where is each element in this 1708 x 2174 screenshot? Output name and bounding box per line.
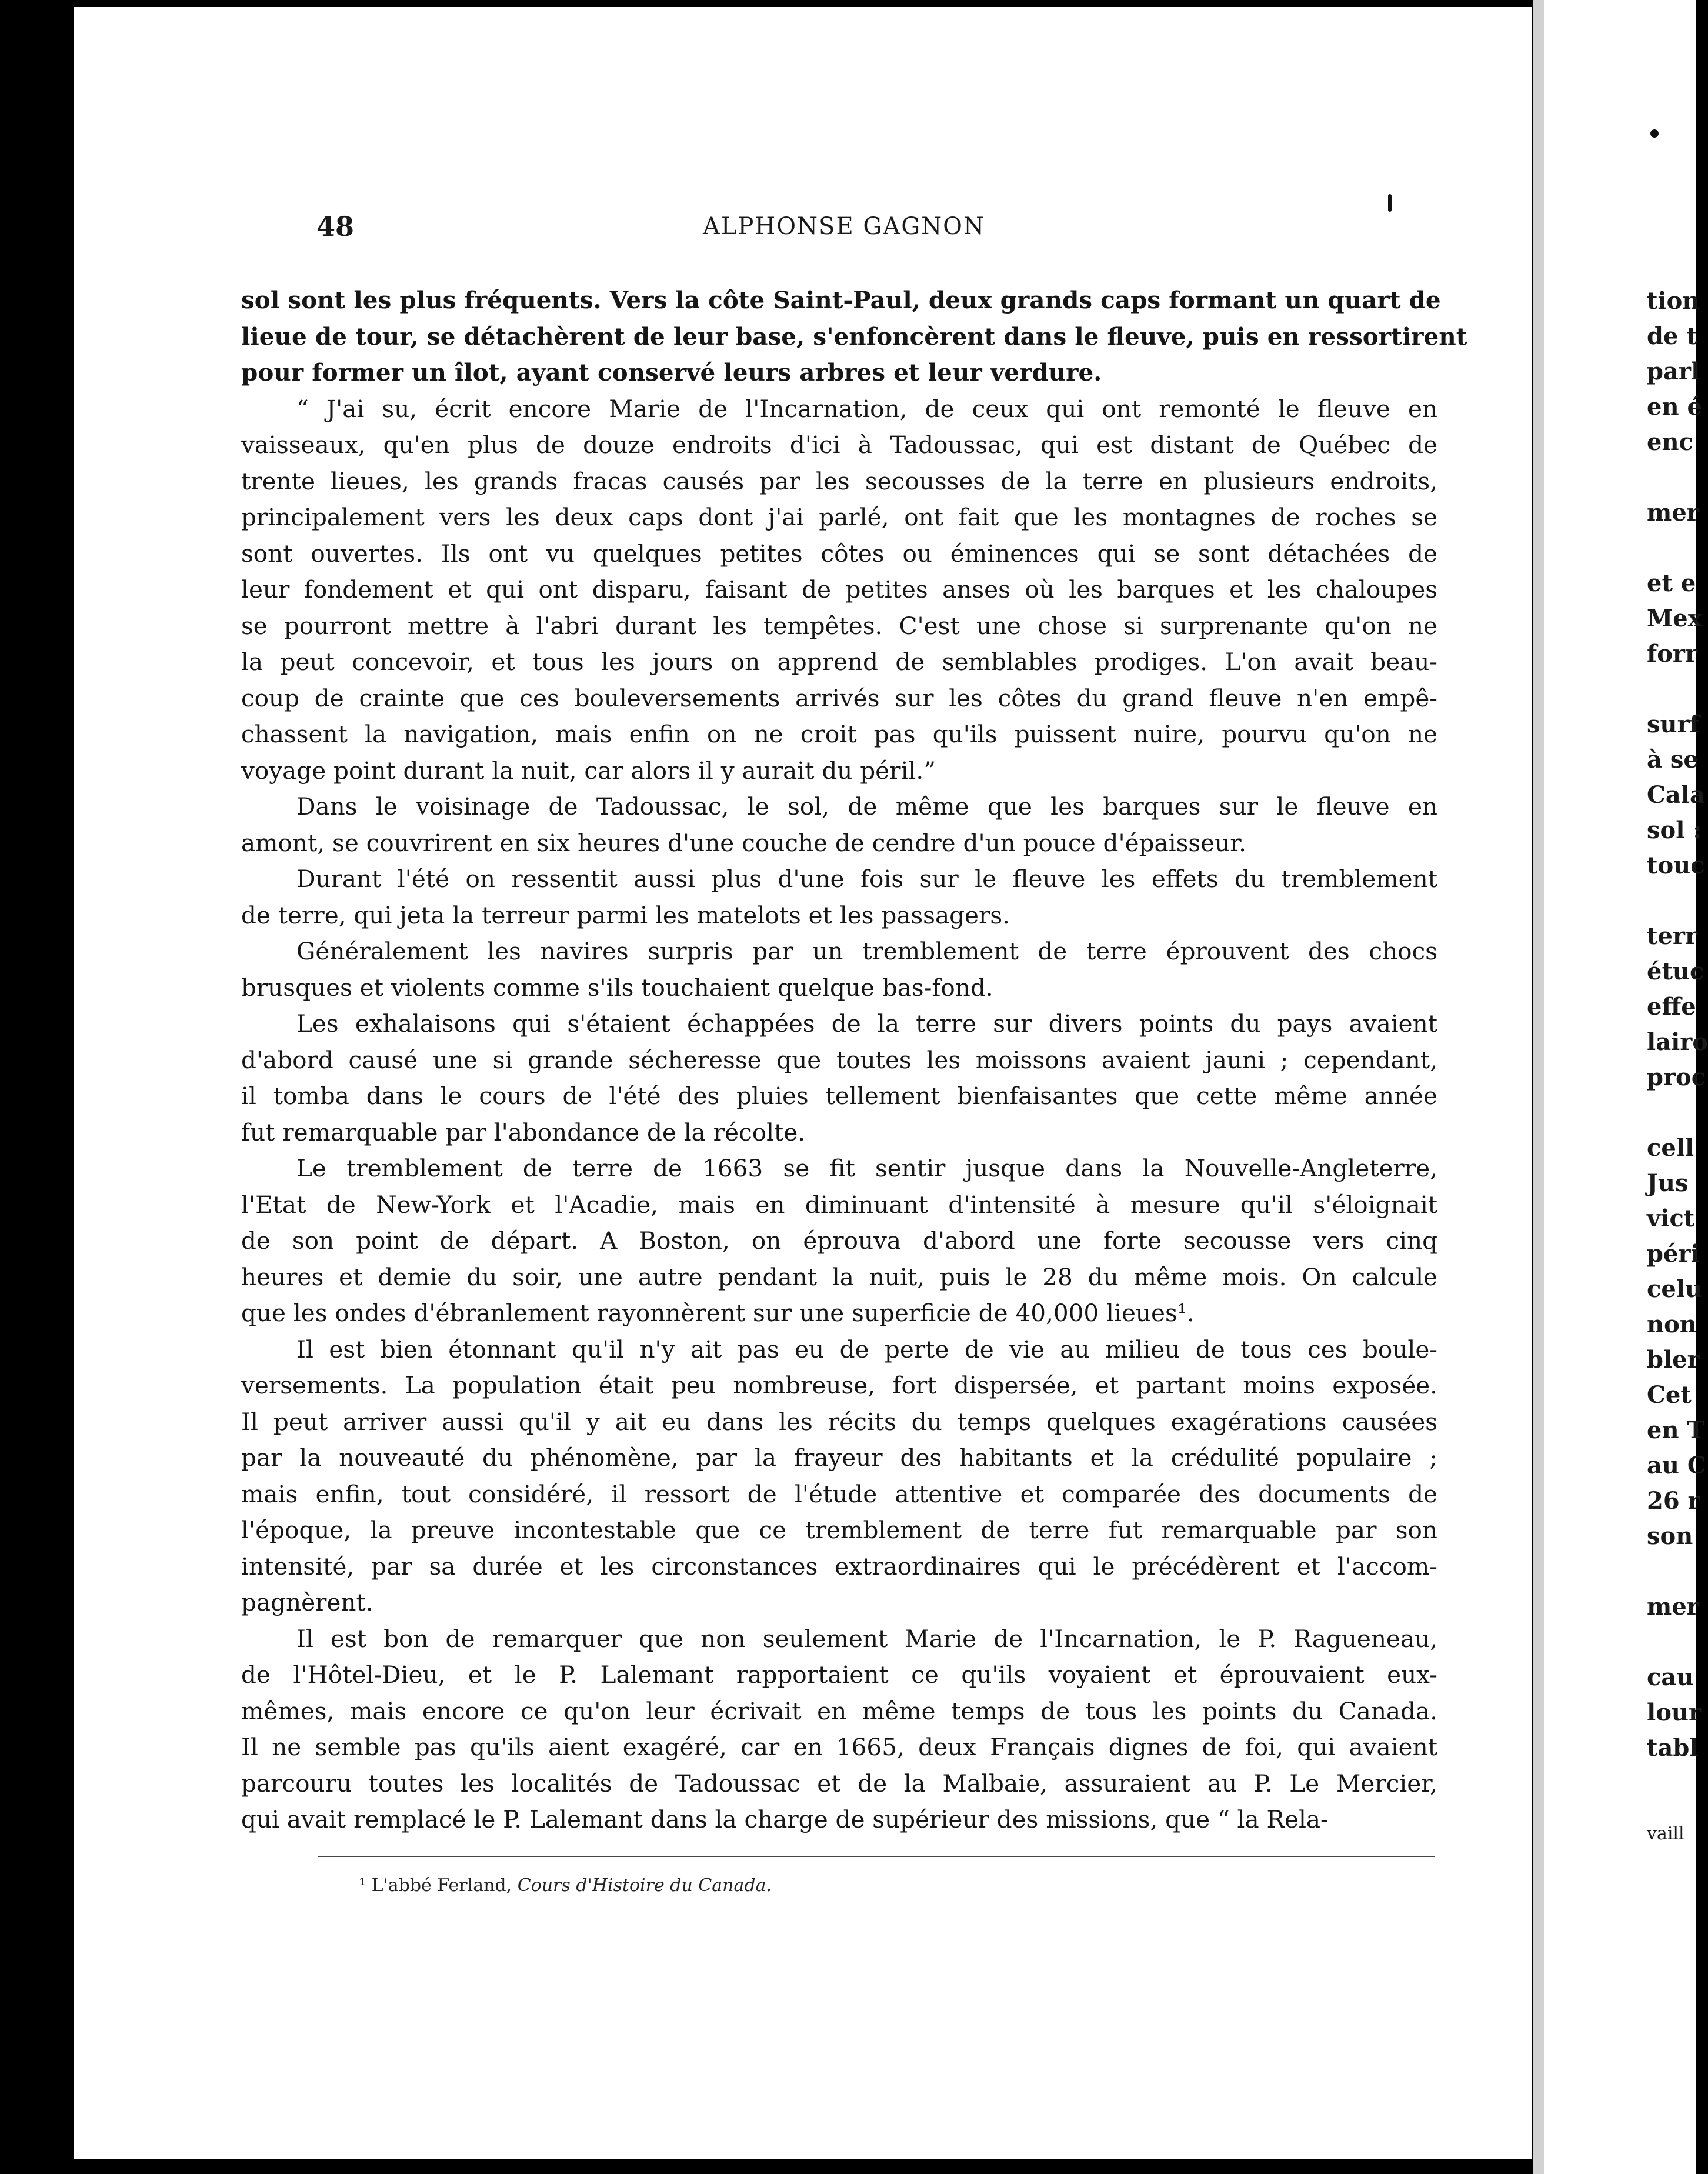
footnote-marker: ¹ xyxy=(359,1875,366,1896)
text-line: sont ouvertes. Ils ont vu quelques petites côtes ou éminences qui se sont détachées de xyxy=(241,539,1437,568)
facing-page-line: bler xyxy=(1647,1346,1700,1373)
facing-page-line: Mex xyxy=(1647,605,1702,632)
facing-page-line: enc xyxy=(1647,428,1693,456)
footnote-rule xyxy=(318,1856,1435,1857)
facing-page-line: de t xyxy=(1647,322,1697,350)
text-line: leur fondement et qui ont disparu, faisant de petites anses où les barques et les chaloupes xyxy=(241,575,1437,603)
text-line: Dans le voisinage de Tadoussac, le sol, de même que les barques sur le fleuve en xyxy=(296,792,1437,821)
text-line: trente lieues, les grands fracas causés par les secousses de la terre en plusieurs endroits, xyxy=(241,466,1437,495)
text-line: de son point de départ. A Boston, on éprouva d'abord une forte secousse vers cinq xyxy=(241,1226,1437,1255)
text-line: de l'Hôtel-Dieu, et le P. Lalemant rapportaient ce qu'ils voyaient et éprouvaient eux- xyxy=(241,1660,1437,1689)
text-line: que les ondes d'ébranlement rayonnèrent sur une superficie de 40,000 lieues¹. xyxy=(241,1299,1195,1327)
facing-page-line: tion xyxy=(1647,287,1700,315)
facing-page-line: à se xyxy=(1647,746,1699,773)
text-line: intensité, par sa durée et les circonstances extraordinaires qui le précédèrent et l'accom- xyxy=(241,1552,1437,1581)
facing-page-line: et e xyxy=(1647,569,1696,597)
facing-page-line: Cala xyxy=(1647,781,1705,809)
text-line: principalement vers les deux caps dont j'ai parlé, ont fait que les montagnes de roches se xyxy=(241,503,1437,531)
facing-page-line: terr xyxy=(1647,922,1698,950)
text-line: coup de crainte que ces bouleversements arrivés sur les côtes du grand fleuve n'en empê- xyxy=(241,683,1437,712)
text-line: se pourront mettre à l'abri durant les tempêtes. C'est une chose si surprenante qu'on ne xyxy=(241,611,1437,640)
text-line: Durant l'été on ressentit aussi plus d'une fois sur le fleuve les effets du tremblement xyxy=(296,865,1437,893)
text-line: Il ne semble pas qu'ils aient exagéré, car en 1665, deux Français dignes de foi, qui avaient xyxy=(241,1733,1437,1761)
text-line: pagnèrent. xyxy=(241,1588,373,1616)
text-line: Il est bon de remarquer que non seulement Marie de l'Incarnation, le P. Ragueneau, xyxy=(296,1624,1437,1653)
running-title: ALPHONSE GAGNON xyxy=(703,213,985,240)
facing-page-line: parl xyxy=(1647,358,1700,385)
text-line: brusques et violents comme s'ils touchaient quelque bas-fond. xyxy=(241,973,993,1002)
scan-speck xyxy=(1650,129,1659,138)
facing-page-line: en é xyxy=(1647,393,1702,421)
facing-page-line: lour xyxy=(1647,1699,1702,1726)
text-line: Il peut arriver aussi qu'il y ait eu dans les récits du temps quelques exagérations causées xyxy=(241,1407,1437,1436)
text-line: mais enfin, tout considéré, il ressort de l'étude attentive et comparée des documents de xyxy=(241,1479,1437,1508)
paragraph xyxy=(241,391,1437,789)
facing-page-line: mer xyxy=(1647,1593,1699,1621)
paragraph xyxy=(241,1151,1437,1332)
facing-page-line: proc xyxy=(1647,1063,1706,1091)
facing-page-line: en T xyxy=(1647,1416,1705,1444)
facing-page-line: touc xyxy=(1647,852,1705,879)
text-line: Le tremblement de terre de 1663 se fit sentir jusque dans la Nouvelle-Angleterre, xyxy=(296,1154,1437,1182)
text-line: mêmes, mais encore ce qu'on leur écrivait en même temps de tous les points du Canada. xyxy=(241,1696,1437,1725)
facing-page-line: étuc xyxy=(1647,958,1704,985)
text-line: parcouru toutes les localités de Tadoussac et de la Malbaie, assuraient au P. Le Mercier, xyxy=(241,1769,1437,1798)
text-line: chassent la navigation, mais enfin on ne croit pas qu'ils puissent nuire, pourvu qu'on ne xyxy=(241,720,1437,748)
text-line: pour former un îlot, ayant conservé leurs arbres et leur verdure. xyxy=(241,358,1102,386)
paragraph xyxy=(241,861,1437,933)
footnote xyxy=(359,1875,772,1896)
text-line: il tomba dans le cours de l'été des pluies tellement bienfaisantes que cette même année xyxy=(241,1082,1437,1110)
text-line: de terre, qui jeta la terreur parmi les matelots et les passagers. xyxy=(241,901,1010,929)
scan-border-left xyxy=(0,0,74,2174)
footnote-author: L'abbé Ferland, xyxy=(371,1875,512,1896)
paragraph xyxy=(241,933,1437,1006)
text-line: Les exhalaisons qui s'étaient échappées de la terre sur divers points du pays avaient xyxy=(296,1009,1437,1038)
facing-page-line: Cet xyxy=(1647,1381,1692,1409)
paragraph xyxy=(241,1006,1437,1151)
facing-page-line: son xyxy=(1647,1522,1693,1550)
text-line: heures et demie du soir, une autre pendant la nuit, puis le 28 du même mois. On calcule xyxy=(241,1262,1437,1291)
page-number: 48 xyxy=(316,211,355,242)
text-line: Généralement les navires surpris par un tremblement de terre éprouvent des chocs xyxy=(296,937,1437,965)
paragraph xyxy=(241,282,1467,391)
facing-page-line: mer xyxy=(1647,499,1699,526)
facing-page-line: forr xyxy=(1647,640,1698,668)
text-line: par la nouveauté du phénomène, par la frayeur des habitants et la crédulité populaire ; xyxy=(241,1443,1437,1472)
facing-page-line: surf xyxy=(1647,711,1700,738)
facing-page-line: cau xyxy=(1647,1663,1694,1691)
paragraph xyxy=(241,1332,1437,1621)
facing-page-line: au C xyxy=(1647,1452,1706,1479)
running-header xyxy=(241,211,1447,246)
text-line: la peut concevoir, et tous les jours on apprend de semblables prodiges. L'on avait beau- xyxy=(241,648,1437,676)
facing-page-line: péri xyxy=(1647,1240,1700,1268)
facing-page-line: tabl xyxy=(1647,1734,1699,1762)
facing-page-line: sol : xyxy=(1647,816,1702,844)
page-edge xyxy=(1533,0,1544,2174)
text-line: vaisseaux, qu'en plus de douze endroits d'ici à Tadoussac, qui est distant de Québec de xyxy=(241,431,1437,459)
facing-page-line: celu xyxy=(1647,1275,1703,1303)
facing-page-line: lairo xyxy=(1647,1028,1708,1056)
page-body xyxy=(241,282,1467,1838)
page-gutter xyxy=(1540,0,1568,2174)
footnote-source: Cours d'Histoire du Canada. xyxy=(517,1875,772,1896)
facing-page-line: non xyxy=(1647,1311,1697,1338)
text-line: fut remarquable par l'abondance de la récolte. xyxy=(241,1118,806,1146)
text-line: voyage point durant la nuit, car alors il y aurait du péril.” xyxy=(241,756,936,785)
facing-page-line: vict xyxy=(1647,1205,1695,1232)
text-line: Il est bien étonnant qu'il n'y ait pas eu de perte de vie au milieu de tous ces boule- xyxy=(296,1335,1437,1363)
facing-page-line: Jus xyxy=(1647,1169,1689,1197)
text-line: d'abord causé une si grande sécheresse que toutes les moissons avaient jauni ; cependant, xyxy=(241,1045,1437,1074)
text-line: l'époque, la preuve incontestable que ce tremblement de terre fut remarquable par son xyxy=(241,1516,1437,1544)
paragraph xyxy=(241,1621,1437,1838)
scan-speck xyxy=(1388,194,1392,212)
text-line: qui avait remplacé le P. Lalemant dans la charge de supérieur des missions, que “ la Rela- xyxy=(241,1805,1329,1833)
facing-page-line: 26 r xyxy=(1647,1487,1700,1515)
text-line: sol sont les plus fréquents. Vers la côte Saint-Paul, deux grands caps formant un quart de xyxy=(241,286,1441,314)
text-line: l'Etat de New-York et l'Acadie, mais en diminuant d'intensité à mesure qu'il s'éloignait xyxy=(241,1190,1437,1219)
facing-page-line: vaill xyxy=(1647,1823,1684,1844)
text-line: amont, se couvrirent en six heures d'une couche de cendre d'un pouce d'épaisseur. xyxy=(241,828,1246,857)
paragraph xyxy=(241,789,1437,861)
text-line: lieue de tour, se détachèrent de leur base, s'enfoncèrent dans le fleuve, puis en ressortirent xyxy=(241,322,1467,351)
text-line: “ J'ai su, écrit encore Marie de l'Incarnation, de ceux qui ont remonté le fleuve en xyxy=(296,394,1437,423)
facing-page-line: effe xyxy=(1647,993,1696,1021)
facing-page-line: cell xyxy=(1647,1134,1694,1162)
text-line: versements. La population était peu nombreuse, fort dispersée, et partant moins exposée. xyxy=(241,1371,1437,1399)
